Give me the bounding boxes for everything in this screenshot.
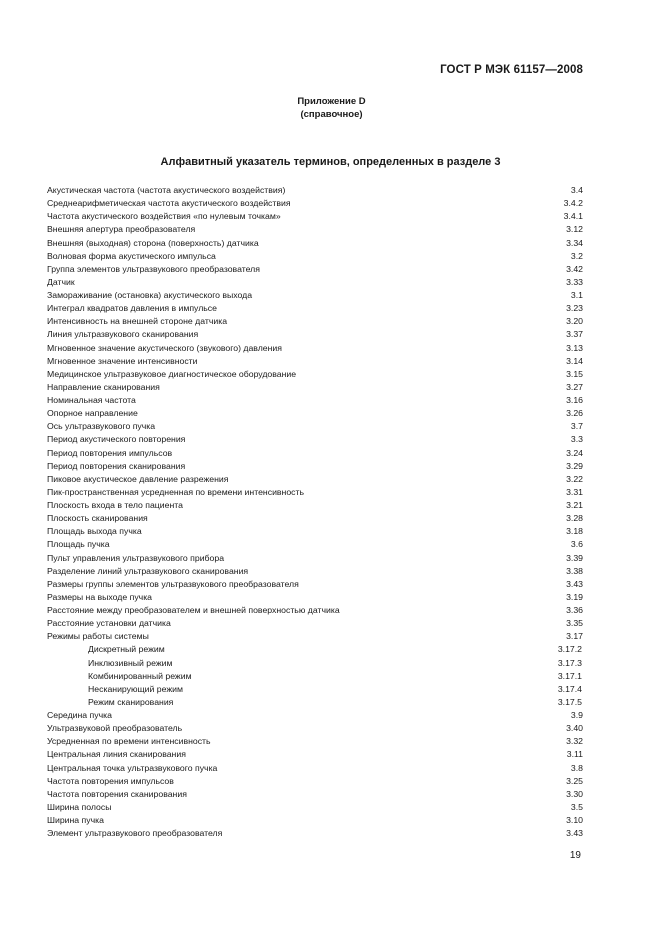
index-entry	[47, 565, 583, 578]
index-entry-reference: 3.4.2	[563, 198, 583, 209]
index-entry	[47, 709, 583, 722]
index-entry	[47, 552, 583, 565]
index-entry-reference: 3.15	[566, 368, 583, 379]
index-entry-term: Центральная точка ультразвукового пучка	[47, 762, 218, 773]
index-entry-term: Датчик	[47, 276, 75, 287]
index-entry-reference: 3.26	[566, 408, 583, 419]
index-entry-term: Элемент ультразвукового преобразователя	[47, 828, 223, 839]
index-entry-reference: 3.42	[566, 263, 583, 274]
index-entry-term: Ширина пучка	[47, 815, 104, 825]
index-entry	[47, 814, 583, 827]
index-entry-term: Медицинское ультразвуковое диагностическое оборудование	[47, 368, 297, 379]
standard-designation: ГОСТ Р МЭК 61157—2008	[440, 64, 583, 76]
index-entry-term: Номинальная частота	[47, 395, 136, 405]
index-entry-term: Интеграл квадратов давления в импульсе	[47, 303, 217, 314]
page-number: 19	[569, 850, 581, 861]
index-entry	[47, 788, 583, 801]
index-entry-reference: 3.4	[570, 185, 583, 195]
index-entry-term: Плоскость сканирования	[47, 513, 148, 524]
index-entry-reference: 3.17.5	[557, 696, 582, 707]
index-entry	[47, 591, 583, 604]
index-subentry	[47, 643, 583, 656]
index-entry	[47, 735, 583, 748]
index-entry-reference: 3.23	[566, 303, 583, 314]
index-entry-term: Мгновенное значение акустического (звукового) давления	[47, 342, 282, 353]
index-title: Алфавитный указатель терминов, определенных в разделе 3	[160, 156, 501, 168]
index-entry-term: Внешняя апертура преобразователя	[47, 224, 196, 235]
index-entry-term: Группа элементов ультразвукового преобразователя	[47, 263, 260, 274]
index-entry-term: Инклюзивный режим	[88, 657, 173, 668]
index-entry-reference: 3.43	[566, 578, 583, 589]
index-entry	[47, 315, 583, 328]
index-entry-reference: 3.36	[566, 605, 583, 615]
index-entry-term: Комбинированный режим	[88, 670, 192, 681]
index-subentry	[47, 696, 583, 709]
index-entry-term: Линия ультразвукового сканирования	[47, 329, 199, 340]
index-entry-term: Режим сканирования	[88, 696, 174, 707]
index-entry-term: Расстояние между преобразователем и внешней поверхностью датчика	[47, 605, 340, 615]
index-entry-reference: 3.8	[570, 762, 583, 773]
index-entry-term: Период повторения сканирования	[47, 460, 186, 471]
index-subentry	[47, 670, 583, 683]
index-entry	[47, 722, 583, 735]
index-entry-reference: 3.18	[566, 526, 583, 537]
index-entry-reference: 3.11	[566, 749, 583, 760]
index-entry-reference: 3.39	[566, 552, 583, 563]
index-entry	[47, 263, 583, 276]
index-entry-term: Период акустического повторения	[47, 434, 186, 445]
index-entry-term: Частота акустического воздействия «по нулевым точкам»	[47, 211, 281, 222]
index-entry	[47, 748, 583, 761]
index-entry	[47, 237, 583, 250]
index-entry-reference: 3.4.1	[563, 211, 583, 222]
index-entry-reference: 3.17.3	[557, 657, 582, 668]
index-entry	[47, 578, 583, 591]
index-entry-term: Период повторения импульсов	[47, 447, 173, 458]
index-entry-reference: 3.17	[566, 631, 583, 642]
index-entry-reference: 3.10	[566, 815, 583, 825]
index-entry-term: Среднеарифметическая частота акустического воздействия	[47, 198, 291, 209]
index-entry-reference: 3.17.2	[557, 644, 582, 655]
index-entry-reference: 3.33	[566, 276, 583, 287]
index-entry-reference: 3.6	[570, 539, 583, 550]
index-entry-term: Центральная линия сканирования	[47, 749, 186, 760]
index-entry	[47, 827, 583, 840]
index-entry-reference: 3.38	[566, 565, 583, 576]
index-entry	[47, 512, 583, 525]
index-entry	[47, 604, 583, 617]
index-entry-reference: 3.19	[566, 591, 583, 602]
index-entry-reference: 3.32	[566, 736, 583, 747]
index-entry-term: Частота повторения импульсов	[47, 775, 174, 786]
index-entry-term: Опорное направление	[47, 408, 138, 419]
index-entry	[47, 250, 583, 263]
index-entry-reference: 3.35	[566, 618, 583, 629]
index-entry-reference: 3.37	[566, 329, 583, 340]
index-entry-term: Ось ультразвукового пучка	[47, 421, 156, 432]
index-entry-term: Размеры на выходе пучка	[47, 591, 153, 602]
index-entry-term: Плоскость входа в тело пациента	[47, 500, 183, 510]
index-entry-reference: 3.20	[566, 316, 583, 327]
index-entry	[47, 368, 583, 381]
index-entry-reference: 3.43	[566, 828, 583, 839]
index-entry-reference: 3.17.4	[557, 683, 582, 694]
index-entry-reference: 3.12	[566, 224, 583, 235]
index-entry	[47, 447, 583, 460]
index-entry-reference: 3.3	[570, 434, 583, 445]
index-entry-reference: 3.25	[566, 775, 583, 786]
index-entry-term: Ширина полосы	[47, 801, 112, 812]
index-entry	[47, 184, 583, 197]
index-entry-reference: 3.13	[566, 342, 583, 353]
index-entry	[47, 617, 583, 630]
index-entry-term: Внешняя (выходная) сторона (поверхность) датчика	[47, 237, 259, 248]
index-entry-term: Дискретный режим	[88, 644, 165, 655]
index-entry	[47, 525, 583, 538]
index-entry-term: Волновая форма акустического импульса	[47, 250, 216, 261]
index-entry-term: Направление сканирования	[47, 381, 160, 392]
index-entry-reference: 3.34	[566, 237, 583, 248]
index-entry	[47, 420, 583, 433]
index-entry-term: Разделение линий ультразвукового сканирования	[47, 565, 249, 576]
index-entry	[47, 394, 583, 407]
index-entry-reference: 3.31	[566, 486, 583, 497]
index-subentry	[47, 657, 583, 670]
index-entry	[47, 499, 583, 512]
index-entry-reference: 3.24	[566, 447, 583, 458]
index-entry-reference: 3.14	[566, 355, 583, 366]
index-entry-reference: 3.22	[566, 473, 583, 484]
index-entry	[47, 762, 583, 775]
annex-subtitle: (справочное)	[300, 109, 363, 120]
index-entry-reference: 3.9	[570, 710, 583, 720]
annex-heading	[0, 95, 661, 121]
index-entry	[47, 276, 583, 289]
index-subentry	[47, 683, 583, 696]
index-entry-reference: 3.27	[566, 381, 583, 392]
index-entry-term: Усредненная по времени интенсивность	[47, 736, 211, 747]
index-entry-term: Площадь пучка	[47, 539, 110, 550]
index-entry-term: Площадь выхода пучка	[47, 526, 142, 537]
index-entry-term: Частота повторения сканирования	[47, 788, 187, 799]
index-entry	[47, 407, 583, 420]
index-entry	[47, 342, 583, 355]
index-entry-term: Середина пучка	[47, 710, 112, 720]
index-entry-reference: 3.29	[566, 460, 583, 471]
index-entry-reference: 3.1	[570, 290, 583, 300]
index-entry-term: Размеры группы элементов ультразвукового преобразователя	[47, 578, 299, 589]
index-entry	[47, 801, 583, 814]
index-entry	[47, 289, 583, 302]
index-entry-reference: 3.7	[570, 421, 583, 432]
index-entry-reference: 3.40	[566, 723, 583, 734]
index-entry-term: Пиковое акустическое давление разрежения	[47, 473, 229, 484]
index-entry	[47, 223, 583, 236]
index-entry-reference: 3.28	[566, 513, 583, 524]
index-entry-reference: 3.16	[566, 395, 583, 405]
index-entry	[47, 630, 583, 643]
index-entry	[47, 460, 583, 473]
index-entry	[47, 486, 583, 499]
index-entry-term: Интенсивность на внешней стороне датчика	[47, 316, 228, 327]
index-entry-reference: 3.30	[566, 788, 583, 799]
index-entry	[47, 302, 583, 315]
index-entries-list	[47, 184, 583, 840]
index-entry	[47, 197, 583, 210]
index-entry	[47, 210, 583, 223]
annex-title: Приложение D	[297, 96, 366, 107]
index-entry-reference: 3.2	[570, 250, 583, 261]
index-entry-term: Акустическая частота (частота акустического воздействия)	[47, 185, 286, 195]
index-entry	[47, 433, 583, 446]
index-entry	[47, 775, 583, 788]
index-entry	[47, 328, 583, 341]
index-entry-term: Замораживание (остановка) акустического выхода	[47, 290, 253, 300]
index-entry	[47, 355, 583, 368]
index-entry	[47, 381, 583, 394]
index-entry-reference: 3.17.1	[557, 670, 582, 681]
index-entry-term: Пульт управления ультразвукового прибора	[47, 552, 225, 563]
index-entry	[47, 538, 583, 551]
index-entry-term: Пик-пространственная усредненная по времени интенсивность	[47, 486, 305, 497]
index-entry-term: Режимы работы системы	[47, 631, 149, 642]
index-entry-reference: 3.5	[570, 801, 583, 812]
index-entry-reference: 3.21	[566, 500, 583, 510]
index-entry-term: Мгновенное значение интенсивности	[47, 355, 198, 366]
index-entry-term: Несканирующий режим	[88, 683, 183, 694]
index-entry	[47, 473, 583, 486]
index-entry-term: Расстояние установки датчика	[47, 618, 171, 629]
index-entry-term: Ультразвуковой преобразователь	[47, 723, 183, 734]
